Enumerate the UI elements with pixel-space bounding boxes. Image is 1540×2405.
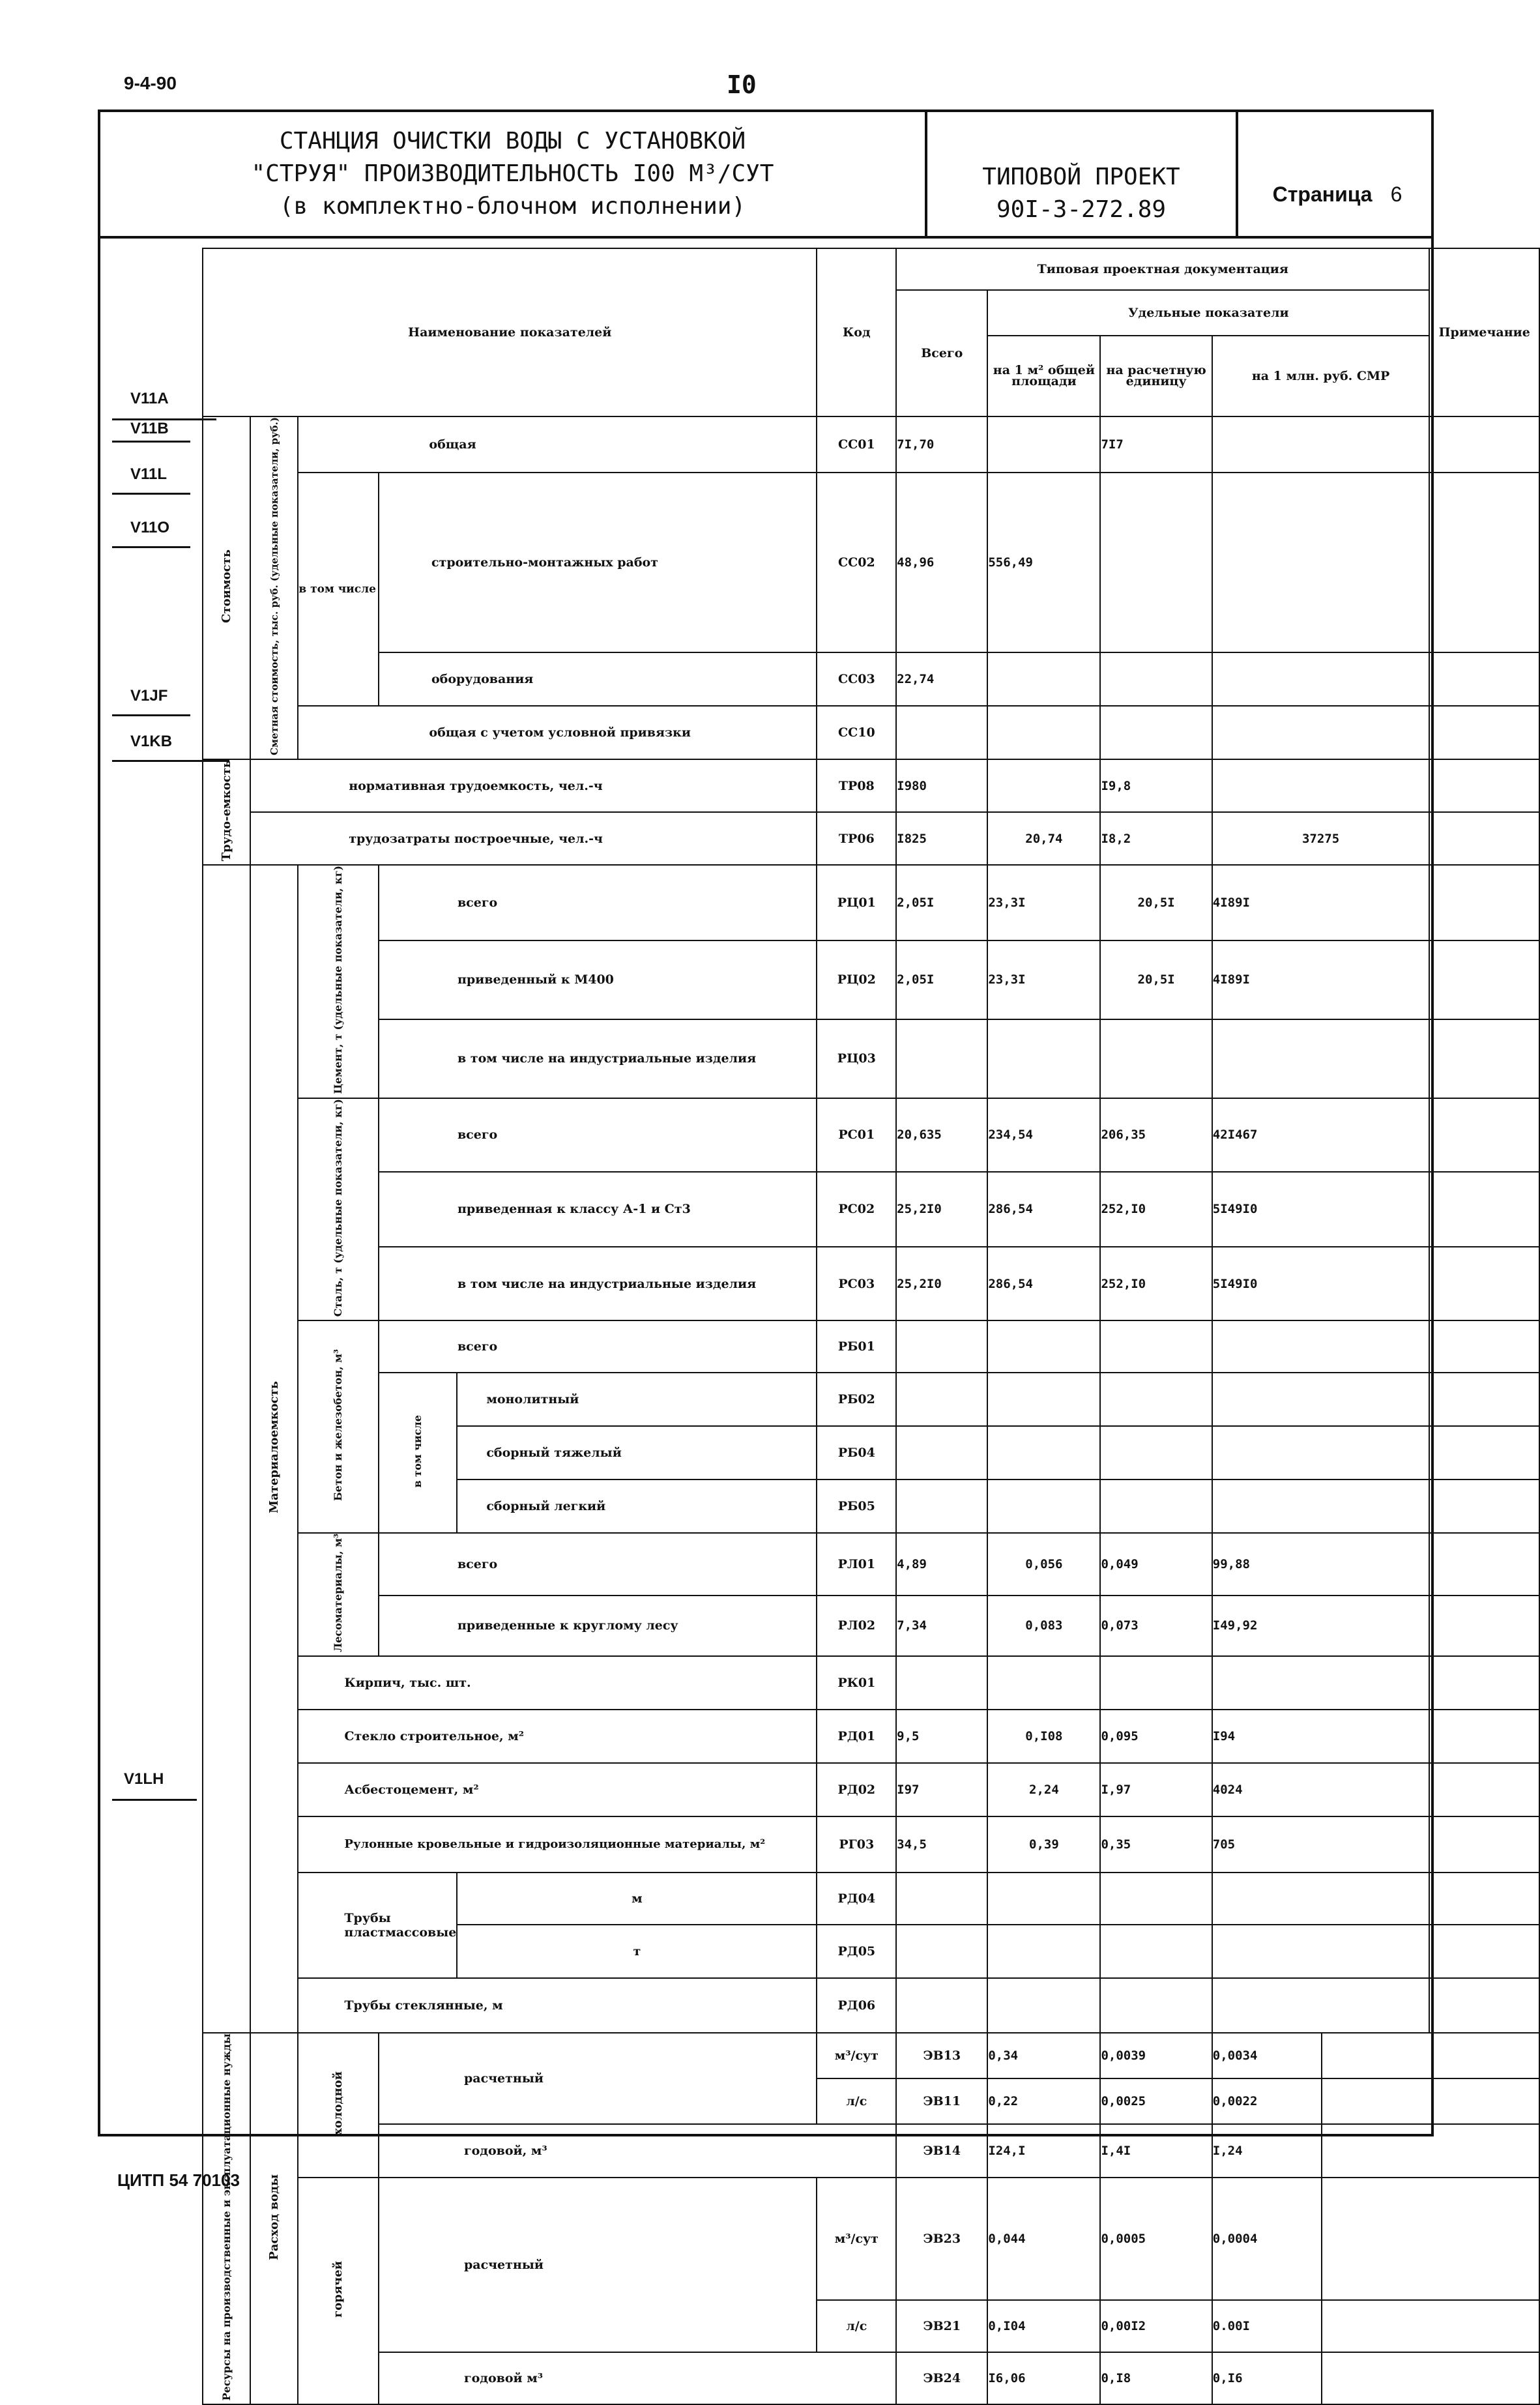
group-cost: Стоимость [203,416,250,759]
cell-total: 22,74 [896,652,987,706]
cell-note [1429,1816,1539,1873]
group-cement: Цемент, т (удельные показатели, кг) [298,865,379,1098]
row-label: годовой м³ [379,2352,896,2404]
cell-total [896,1873,987,1925]
cell-total: I825 [896,812,987,865]
marker-v11a: V11A [130,390,169,407]
cell-note [1429,812,1539,865]
row-code: РД01 [817,1710,896,1763]
cell-per-mln [1212,1320,1430,1373]
cell-total: 0,22 [987,2078,1100,2124]
row-label: всего [379,865,817,940]
cell-total: 2,05I [896,940,987,1019]
table-row [203,1320,1539,1373]
cell-per-unit: 0,35 [1100,1816,1212,1873]
table-row [203,1763,1539,1816]
table-row [203,416,1539,473]
table-row [203,1656,1539,1710]
col-typical-header: Типовая проектная документация [896,248,1429,290]
col-per-unit-header: на расчетную единицу [1100,336,1212,416]
cell-per-m2: 0,0039 [1100,2033,1212,2078]
cell-per-unit [1100,706,1212,759]
cell-total: I97 [896,1763,987,1816]
col-total-header: Всего [896,290,987,416]
row-label: в том числе на индустриальные изделия [379,1247,817,1320]
row-code: РГ03 [817,1816,896,1873]
cell-per-mln [1212,1656,1430,1710]
cell-per-mln: 4I89I [1212,865,1430,940]
cell-per-unit [1100,1925,1212,1978]
cell-total: I6,06 [987,2352,1100,2404]
row-label: всего [379,1098,817,1172]
row-code: РБ05 [817,1479,896,1533]
group-water: Расход воды [250,2033,298,2404]
cell-per-mln: 4024 [1212,1763,1430,1816]
group-resources: Ресурсы на производственные и эксплуатационные нужды [203,2033,250,2404]
cell-per-mln: 5I49I0 [1212,1172,1430,1247]
row-label: сборный легкий [457,1479,817,1533]
cell-total: 7I,70 [896,416,987,473]
cell-per-m2: 2,24 [987,1763,1100,1816]
col-note-header: Примечание [1429,248,1539,416]
title-line-3: (в комплектно-блочном исполнении) [279,193,746,220]
row-label: оборудования [379,652,817,706]
page-label: Страница [1272,182,1373,206]
table-row [203,812,1539,865]
cell-total: 2,05I [896,865,987,940]
cell-total: 9,5 [896,1710,987,1763]
table-row [203,473,1539,652]
table-row [203,1978,1539,2033]
group-blank [203,865,250,2033]
footer-code: ЦИТП 54 70103 [117,2170,240,2190]
row-code: РЦ01 [817,865,896,940]
cell-total: 34,5 [896,1816,987,1873]
cell-per-unit: I8,2 [1100,812,1212,865]
cell-per-m2 [987,1320,1100,1373]
group-concrete: Бетон и железобетон, м³ [298,1320,379,1533]
cell-total: I24,I [987,2124,1100,2178]
cell-note [1429,759,1539,812]
cell-per-unit [1100,473,1212,652]
table-row [203,1019,1539,1098]
row-label: приведенные к круглому лесу [379,1596,817,1656]
page-value: 6 [1390,182,1402,206]
cell-per-unit: 0.00I [1212,2300,1322,2352]
cell-per-m2: 0,083 [987,1596,1100,1656]
group-steel: Сталь, т (удельные показатели, кг) [298,1098,379,1320]
indicators-table [202,248,1540,2405]
row-code: СС01 [817,416,896,473]
cell-per-mln [1212,1873,1430,1925]
row-code: РД05 [817,1925,896,1978]
row-label: расчетный [379,2033,817,2124]
cell-per-unit [1100,652,1212,706]
row-code: РБ01 [817,1320,896,1373]
marker-v1lh: V1LH [124,1770,164,1788]
cell-note [1429,1873,1539,1925]
cell-per-mln [1212,652,1430,706]
table-row [203,652,1539,706]
table-row [203,1533,1539,1596]
cell-per-m2 [987,1479,1100,1533]
cell-per-unit [1100,1426,1212,1479]
cell-per-mln: 99,88 [1212,1533,1430,1596]
cell-note [1429,1479,1539,1533]
cell-total: 25,2I0 [896,1172,987,1247]
marker-v11l: V11L [130,465,167,483]
page-indicator [1240,182,1435,207]
cell-per-mln: 5I49I0 [1212,1247,1430,1320]
row-label: общая с учетом условной привязки [298,706,817,759]
cell-note [1429,416,1539,473]
cell-note [1429,1763,1539,1816]
sheet-code: 9-4-90 [124,73,177,93]
cell-per-m2: 286,54 [987,1172,1100,1247]
cell-note [1429,1098,1539,1172]
cell-note [1429,865,1539,940]
row-label: сборный тяжелый [457,1426,817,1479]
cell-per-unit: 0,095 [1100,1710,1212,1763]
cell-total: 48,96 [896,473,987,652]
row-code: ЭВ23 [896,2178,987,2300]
cell-per-mln [1212,1925,1430,1978]
title-block [98,109,1434,239]
cell-per-m2: 234,54 [987,1098,1100,1172]
cell-per-mln [1212,1978,1430,2033]
cell-total [896,1978,987,2033]
cell-per-m2: 23,3I [987,865,1100,940]
cell-per-m2: 20,74 [987,812,1100,865]
row-code: РЛ02 [817,1596,896,1656]
table-row [203,2124,1539,2178]
cell-per-mln: 705 [1212,1816,1430,1873]
cell-per-unit: 7I7 [1100,416,1212,473]
cell-per-mln: 42I467 [1212,1098,1430,1172]
row-code: СС02 [817,473,896,652]
cell-per-mln [1322,2033,1539,2078]
cell-total: 0,I04 [987,2300,1100,2352]
project-label: ТИПОВОЙ ПРОЕКТ [982,164,1180,190]
row-code: РЦ02 [817,940,896,1019]
group-hot: горячей [298,2178,379,2404]
row-code: РБ02 [817,1373,896,1426]
cell-per-m2 [987,1019,1100,1098]
col-per-mln-header: на 1 млн. руб. СМР [1212,336,1430,416]
row-unit: т [457,1925,817,1978]
cell-per-mln [1212,473,1430,652]
cell-per-m2 [987,652,1100,706]
row-label: нормативная трудоемкость, чел.-ч [250,759,817,812]
row-code: РЛ01 [817,1533,896,1596]
cell-per-unit: I9,8 [1100,759,1212,812]
cell-note [1429,1247,1539,1320]
cell-note [1429,473,1539,652]
cell-note [1429,1596,1539,1656]
row-label: монолитный [457,1373,817,1426]
cell-total [896,1426,987,1479]
cell-per-m2: 286,54 [987,1247,1100,1320]
row-code: СС10 [817,706,896,759]
row-label: расчетный [379,2178,817,2352]
cell-per-mln [1212,759,1430,812]
marker-v1jf: V1JF [130,687,168,705]
table-row [203,1873,1539,1925]
row-label: годовой, м³ [379,2124,896,2178]
cell-per-mln: I94 [1212,1710,1430,1763]
cell-per-mln [1322,2078,1539,2124]
cell-per-mln [1322,2300,1539,2352]
cell-per-unit [1100,1019,1212,1098]
title-line-1: СТАНЦИЯ ОЧИСТКИ ВОДЫ С УСТАНОВКОЙ [279,128,746,154]
cell-note [1429,1172,1539,1247]
row-unit: л/с [817,2078,896,2124]
row-label: Трубы пластмассовые [298,1873,457,1978]
group-incl-vertical: в том числе [379,1373,457,1533]
incl-label: в том числе [298,473,379,706]
row-code: ТР08 [817,759,896,812]
cell-per-mln [1322,2352,1539,2404]
cell-per-unit [1100,1873,1212,1925]
cell-note [1429,1373,1539,1426]
row-unit: м³/сут [834,2048,879,2063]
cell-per-unit: 252,I0 [1100,1247,1212,1320]
row-code: РС01 [817,1098,896,1172]
table-row [203,1373,1539,1426]
table-row [203,706,1539,759]
cell-total: 0,34 [987,2033,1100,2078]
table-row [203,865,1539,940]
cell-note [1429,1320,1539,1373]
cell-per-unit: 0,0022 [1212,2078,1322,2124]
row-label: Трубы стеклянные, м [298,1978,817,2033]
cell-per-m2: I,4I [1100,2124,1212,2178]
row-unit-cell [817,2033,896,2078]
cell-per-mln [1212,1426,1430,1479]
row-code: РД06 [817,1978,896,2033]
cell-per-m2: 0,I08 [987,1710,1100,1763]
project-id [928,161,1234,226]
row-code: СС03 [817,652,896,706]
table-row [203,1247,1539,1320]
cell-total: 4,89 [896,1533,987,1596]
cell-total: 7,34 [896,1596,987,1656]
row-unit: м³/сут [817,2178,896,2300]
col-name-header: Наименование показателей [203,248,817,416]
group-labor: Трудо-емкость [203,759,250,865]
group-material: Материалоемкость [250,865,298,2033]
table-row [203,1172,1539,1247]
row-label: трудозатраты построечные, чел.-ч [250,812,817,865]
cell-per-unit [1100,1978,1212,2033]
cell-note [1429,1978,1539,2033]
row-label: приведенная к классу А-1 и Ст3 [379,1172,817,1247]
cell-per-unit [1100,1320,1212,1373]
cell-total [896,1479,987,1533]
row-code: РД04 [817,1873,896,1925]
cell-total [896,1373,987,1426]
col-per-m2-header: на 1 м² общей площади [987,336,1100,416]
col-code-header: Код [817,248,896,416]
cell-per-unit: 206,35 [1100,1098,1212,1172]
cell-per-unit [1100,1656,1212,1710]
group-timber: Лесоматериалы, м³ [298,1533,379,1656]
cell-per-unit: I,97 [1100,1763,1212,1816]
cell-per-m2: 0,00I2 [1100,2300,1212,2352]
cell-total [896,706,987,759]
row-label: Рулонные кровельные и гидроизоляционные материалы, м² [298,1816,817,1873]
cell-total [896,1656,987,1710]
cell-per-m2 [987,1873,1100,1925]
row-code: РС03 [817,1247,896,1320]
cell-note [1429,940,1539,1019]
cell-note [1429,1426,1539,1479]
row-label: приведенный к М400 [379,940,817,1019]
row-label: Стекло строительное, м² [298,1710,817,1763]
cell-per-m2: 556,49 [987,473,1100,652]
marker-v11o: V11O [130,519,170,536]
cell-total: 20,635 [896,1098,987,1172]
project-title [100,125,925,223]
table-row [203,940,1539,1019]
cell-per-unit [1100,1479,1212,1533]
cell-note [1429,706,1539,759]
cell-per-m2 [987,1925,1100,1978]
cell-per-unit: 0,I6 [1212,2352,1322,2404]
cell-note [1429,1656,1539,1710]
cell-per-m2: 23,3I [987,940,1100,1019]
cell-per-unit [1100,1373,1212,1426]
table-row [203,1596,1539,1656]
cell-per-m2: 0,I8 [1100,2352,1212,2404]
table-row [203,1098,1539,1172]
cell-per-m2 [987,1373,1100,1426]
table-row [203,1816,1539,1873]
row-label: общая [298,416,817,473]
cell-per-unit: 0,0034 [1212,2033,1322,2078]
cell-per-m2: 0,0025 [1100,2078,1212,2124]
cell-per-m2 [987,1426,1100,1479]
cell-total [896,1320,987,1373]
cell-note [1429,652,1539,706]
cell-per-unit: 0,0004 [1212,2178,1322,2300]
row-code: РК01 [817,1656,896,1710]
marker-v11b: V11B [130,420,169,437]
cell-per-mln [1212,416,1430,473]
cell-total [896,1925,987,1978]
cell-per-mln [1212,1373,1430,1426]
cell-note [1429,1925,1539,1978]
cell-per-m2 [987,416,1100,473]
cell-per-mln [1212,1479,1430,1533]
cell-per-unit: 0,049 [1100,1533,1212,1596]
cell-per-mln [1212,706,1430,759]
cell-per-m2: 0,39 [987,1816,1100,1873]
table-row [203,2033,1539,2078]
table-row [203,2352,1539,2404]
table-row [203,1710,1539,1763]
row-code: ЭВ14 [896,2124,987,2178]
cell-per-m2 [987,759,1100,812]
cell-per-mln [1212,1019,1430,1098]
cell-per-unit: 20,5I [1100,865,1212,940]
cell-per-m2 [987,1978,1100,2033]
cell-note [1429,1019,1539,1098]
cell-note [1429,1710,1539,1763]
cell-per-m2: 0,0005 [1100,2178,1212,2300]
row-code: ТР06 [817,812,896,865]
cell-total: 0,044 [987,2178,1100,2300]
cell-total: 25,2I0 [896,1247,987,1320]
row-label: строительно-монтажных работ [379,473,817,652]
row-label: в том числе на индустриальные изделия [379,1019,817,1098]
row-code: ЭВ21 [896,2300,987,2352]
cell-per-unit: I,24 [1212,2124,1322,2178]
cell-per-unit: 0,073 [1100,1596,1212,1656]
cell-per-mln: I49,92 [1212,1596,1430,1656]
cell-total [896,1019,987,1098]
row-code: РБ04 [817,1426,896,1479]
table-row [203,759,1539,812]
row-code: РС02 [817,1172,896,1247]
cell-per-mln: 4I89I [1212,940,1430,1019]
col-specific-header: Удельные показатели [987,290,1429,336]
row-label: всего [379,1320,817,1373]
row-code: РЦ03 [817,1019,896,1098]
cell-per-unit: 20,5I [1100,940,1212,1019]
cell-per-unit: 252,I0 [1100,1172,1212,1247]
row-code: РД02 [817,1763,896,1816]
cell-note [1429,1533,1539,1596]
row-code: ЭВ13 [896,2033,987,2078]
cell-per-mln: 37275 [1212,812,1430,865]
row-code: ЭВ11 [896,2078,987,2124]
cell-total: I980 [896,759,987,812]
cell-per-m2 [987,706,1100,759]
group-cost-sub: Сметная стоимость, тыс. руб. (удельные показатели, руб.) [250,416,298,759]
sheet-number: I0 [727,70,757,99]
cell-per-mln [1322,2178,1539,2300]
row-code: ЭВ24 [896,2352,987,2404]
row-label: Асбестоцемент, м² [298,1763,817,1816]
row-label: всего [379,1533,817,1596]
row-unit: м [457,1873,817,1925]
marker-v1kb: V1KB [130,733,173,750]
table-row [203,2178,1539,2300]
group-cold: холодной [298,2033,379,2178]
title-line-2: "СТРУЯ" ПРОИЗВОДИТЕЛЬНОСТЬ I00 М³/СУТ [251,160,774,187]
cell-per-m2: 0,056 [987,1533,1100,1596]
row-unit: л/с [817,2300,896,2352]
cell-per-m2 [987,1656,1100,1710]
row-label: Кирпич, тыс. шт. [298,1656,817,1710]
project-number: 90I-3-272.89 [996,196,1167,223]
cell-per-mln [1322,2124,1539,2178]
